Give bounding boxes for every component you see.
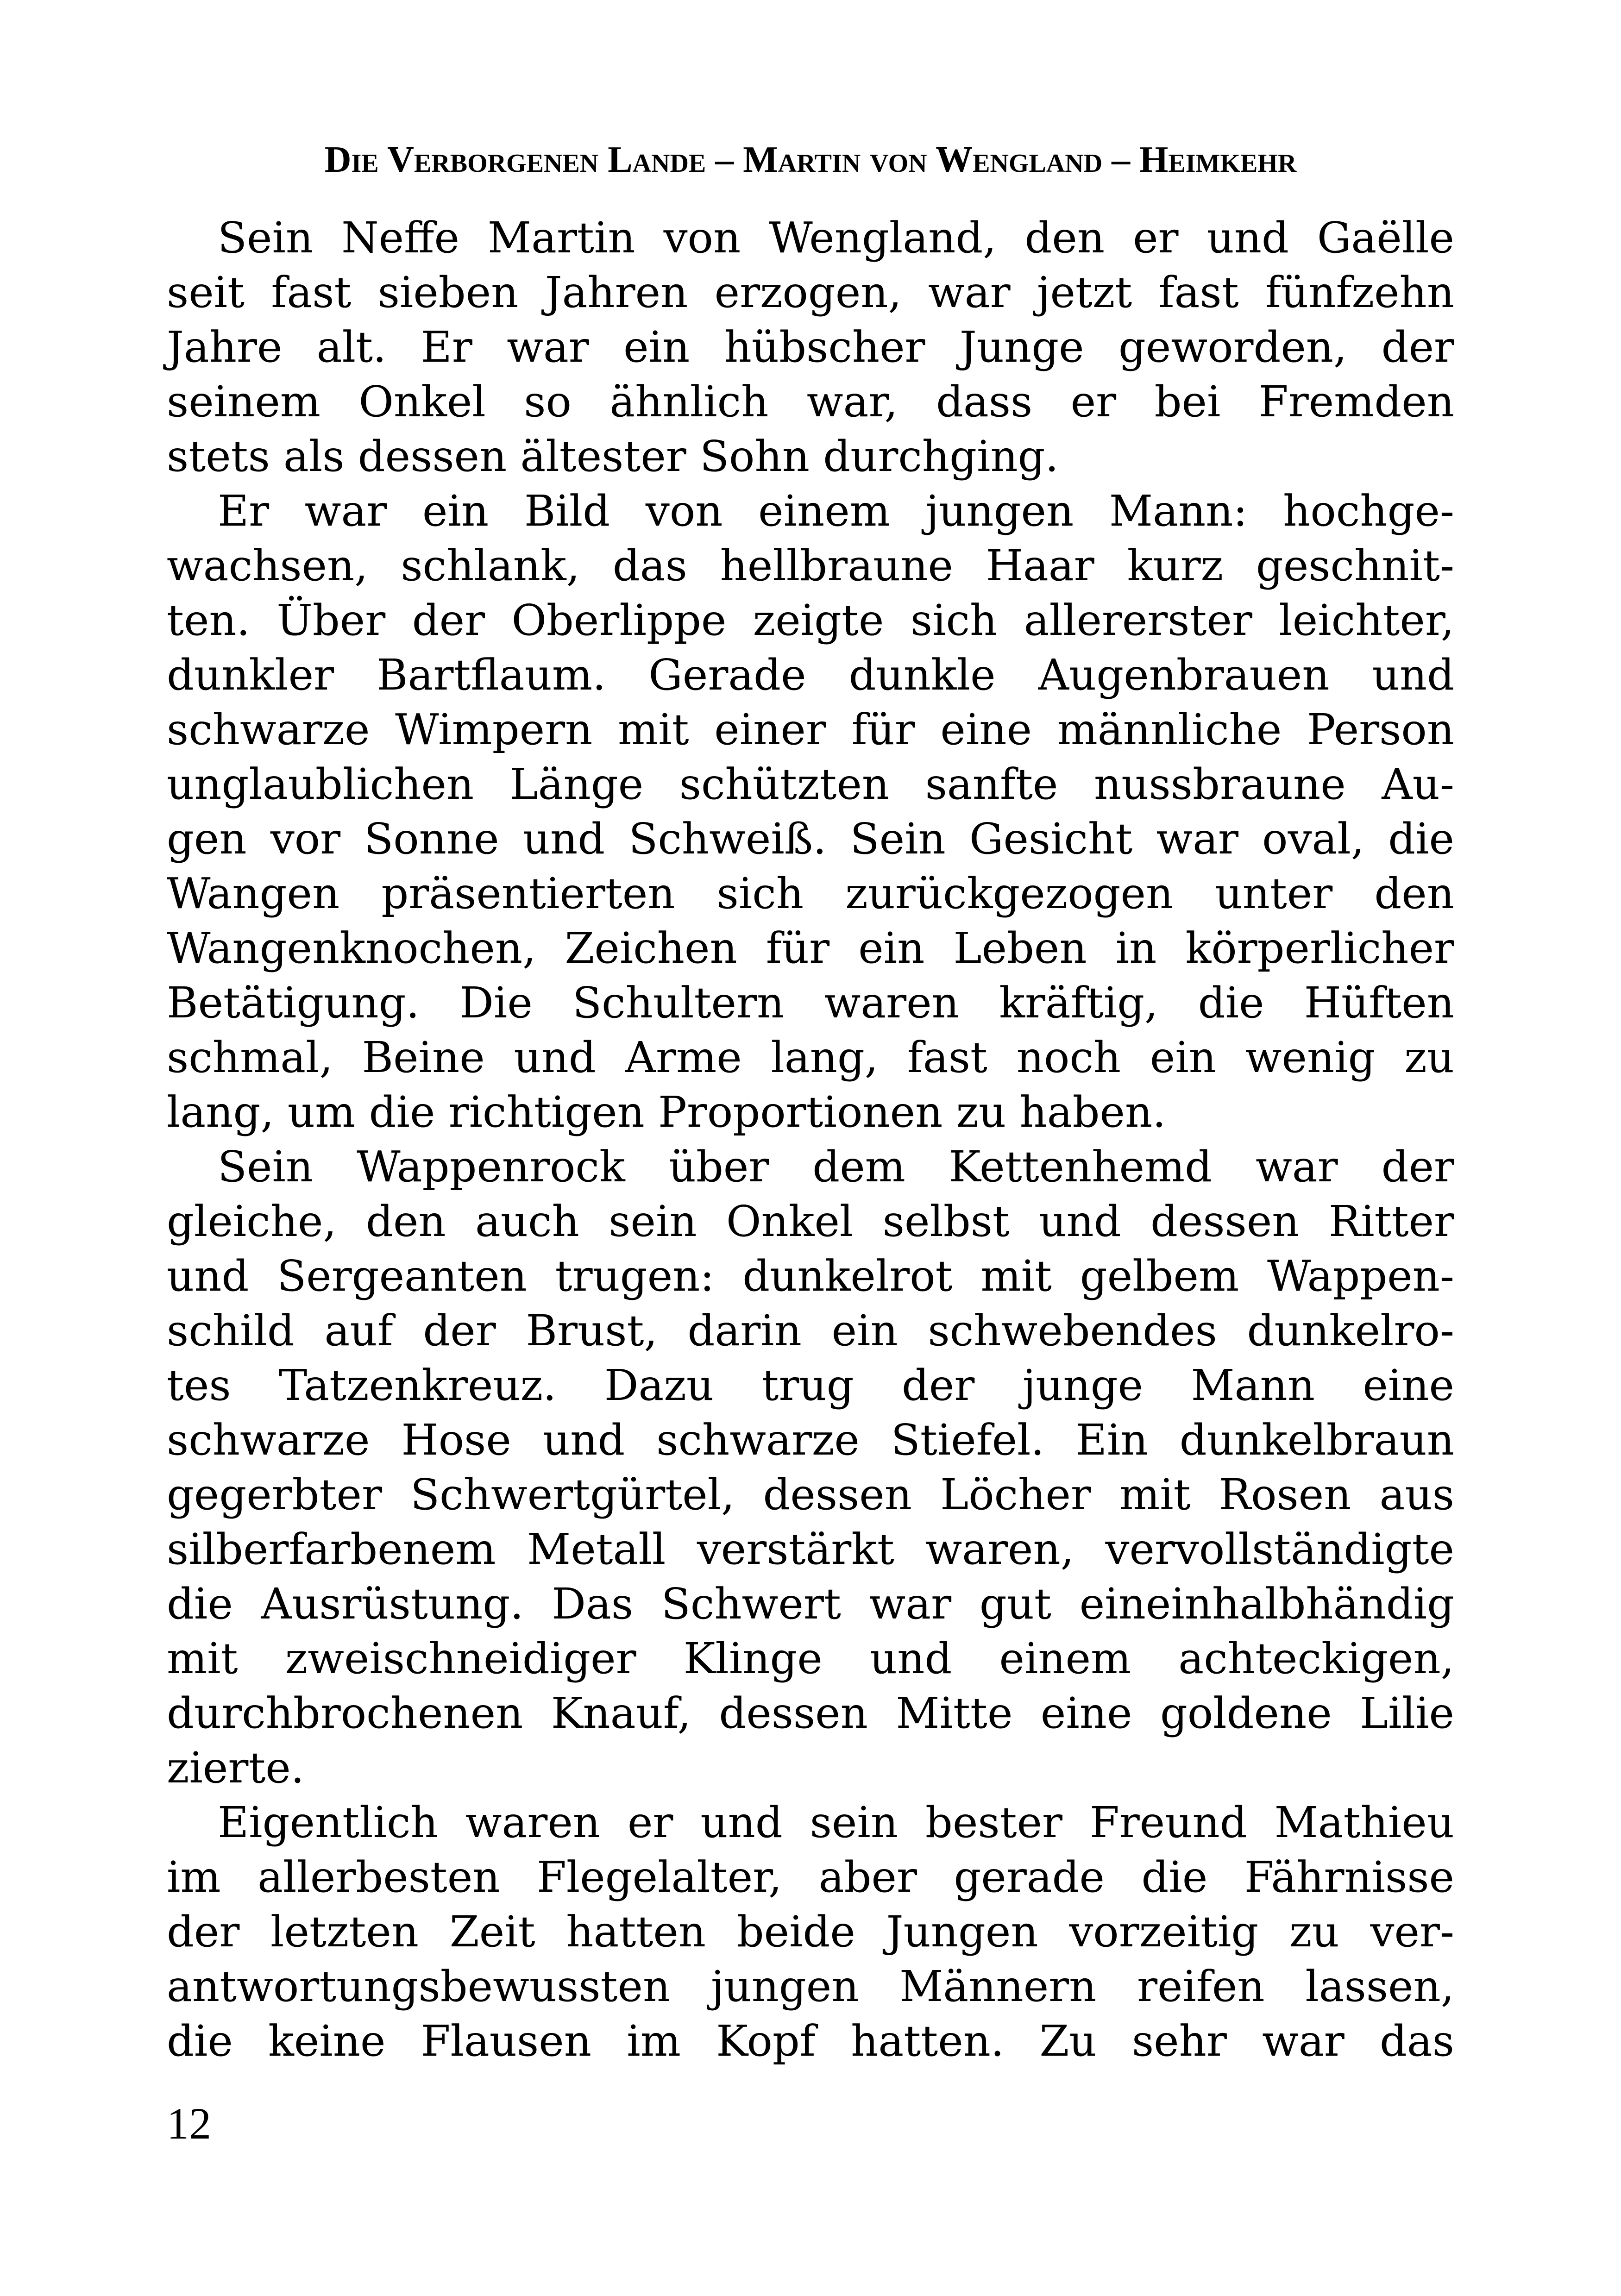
text-line: Wangen präsentierten sich zurückgezogen unter den xyxy=(167,869,1454,918)
text-line: wachsen, schlank, das hellbraune Haar kurz geschnit- xyxy=(167,541,1454,590)
body-text xyxy=(167,211,1454,2069)
text-line: gegerbter Schwertgürtel, dessen Löcher mit Rosen aus xyxy=(167,1470,1454,1519)
text-line: stets als dessen ältester Sohn durchging. xyxy=(167,432,1059,481)
text-line: Eigentlich waren er und sein bester Freund Mathieu xyxy=(218,1798,1454,1847)
text-line: Wangenknochen, Zeichen für ein Leben in körperlicher xyxy=(167,923,1454,973)
text-line: im allerbesten Flegelalter, aber gerade die Fährnisse xyxy=(167,1852,1454,1902)
text-line: durchbrochenen Knauf, dessen Mitte eine goldene Lilie xyxy=(167,1688,1454,1738)
text-line: antwortungsbewussten jungen Männern reifen lassen, xyxy=(167,1962,1454,2011)
text-line: die Ausrüstung. Das Schwert war gut eineinhalbhändig xyxy=(167,1579,1454,1629)
text-line: und Sergeanten trugen: dunkelrot mit gelbem Wappen- xyxy=(167,1251,1454,1301)
text-line: tes Tatzenkreuz. Dazu trug der junge Mann eine xyxy=(167,1361,1454,1410)
text-line: mit zweischneidiger Klinge und einem achteckigen, xyxy=(167,1634,1454,1683)
text-line: unglaublichen Länge schützten sanfte nussbraune Au- xyxy=(167,759,1454,809)
text-line: Betätigung. Die Schultern waren kräftig, die Hüften xyxy=(167,978,1454,1028)
text-line: schmal, Beine und Arme lang, fast noch ein wenig zu xyxy=(167,1033,1454,1082)
text-line: die keine Flausen im Kopf hatten. Zu sehr war das xyxy=(167,2016,1454,2066)
text-line: schwarze Wimpern mit einer für eine männliche Person xyxy=(167,705,1454,754)
text-line: Sein Neffe Martin von Wengland, den er und Gaëlle xyxy=(218,213,1454,263)
text-line: schwarze Hose und schwarze Stiefel. Ein dunkelbraun xyxy=(167,1415,1454,1465)
text-line: ten. Über der Oberlippe zeigte sich allererster leichter, xyxy=(167,596,1454,645)
text-line: lang, um die richtigen Proportionen zu haben. xyxy=(167,1087,1166,1137)
paragraph xyxy=(167,1795,1454,2069)
text-line: schild auf der Brust, darin ein schwebendes dunkelro- xyxy=(167,1306,1454,1355)
page-number: 12 xyxy=(167,2099,211,2148)
text-line: seit fast sieben Jahren erzogen, war jetzt fast fünfzehn xyxy=(167,268,1454,317)
text-line: der letzten Zeit hatten beide Jungen vorzeitig zu ver- xyxy=(167,1907,1454,1957)
paragraph xyxy=(167,211,1454,484)
text-line: gleiche, den auch sein Onkel selbst und dessen Ritter xyxy=(167,1197,1454,1246)
text-line: seinem Onkel so ähnlich war, dass er bei Fremden xyxy=(167,377,1454,427)
running-head: Die Verborgenen Lande – Martin von Wengland – Heimkehr xyxy=(324,139,1297,180)
text-line: silberfarbenem Metall verstärkt waren, vervollständigte xyxy=(167,1524,1454,1574)
text-line: dunkler Bartflaum. Gerade dunkle Augenbrauen und xyxy=(167,650,1454,700)
text-line: Sein Wappenrock über dem Kettenhemd war der xyxy=(218,1142,1454,1192)
text-line: Er war ein Bild von einem jungen Mann: hochge- xyxy=(218,486,1454,536)
text-line: zierte. xyxy=(167,1743,304,1793)
text-line: Jahre alt. Er war ein hübscher Junge geworden, der xyxy=(167,322,1454,372)
paragraph xyxy=(167,1140,1454,1795)
text-line: gen vor Sonne und Schweiß. Sein Gesicht war oval, die xyxy=(167,814,1454,864)
paragraph xyxy=(167,484,1454,1140)
